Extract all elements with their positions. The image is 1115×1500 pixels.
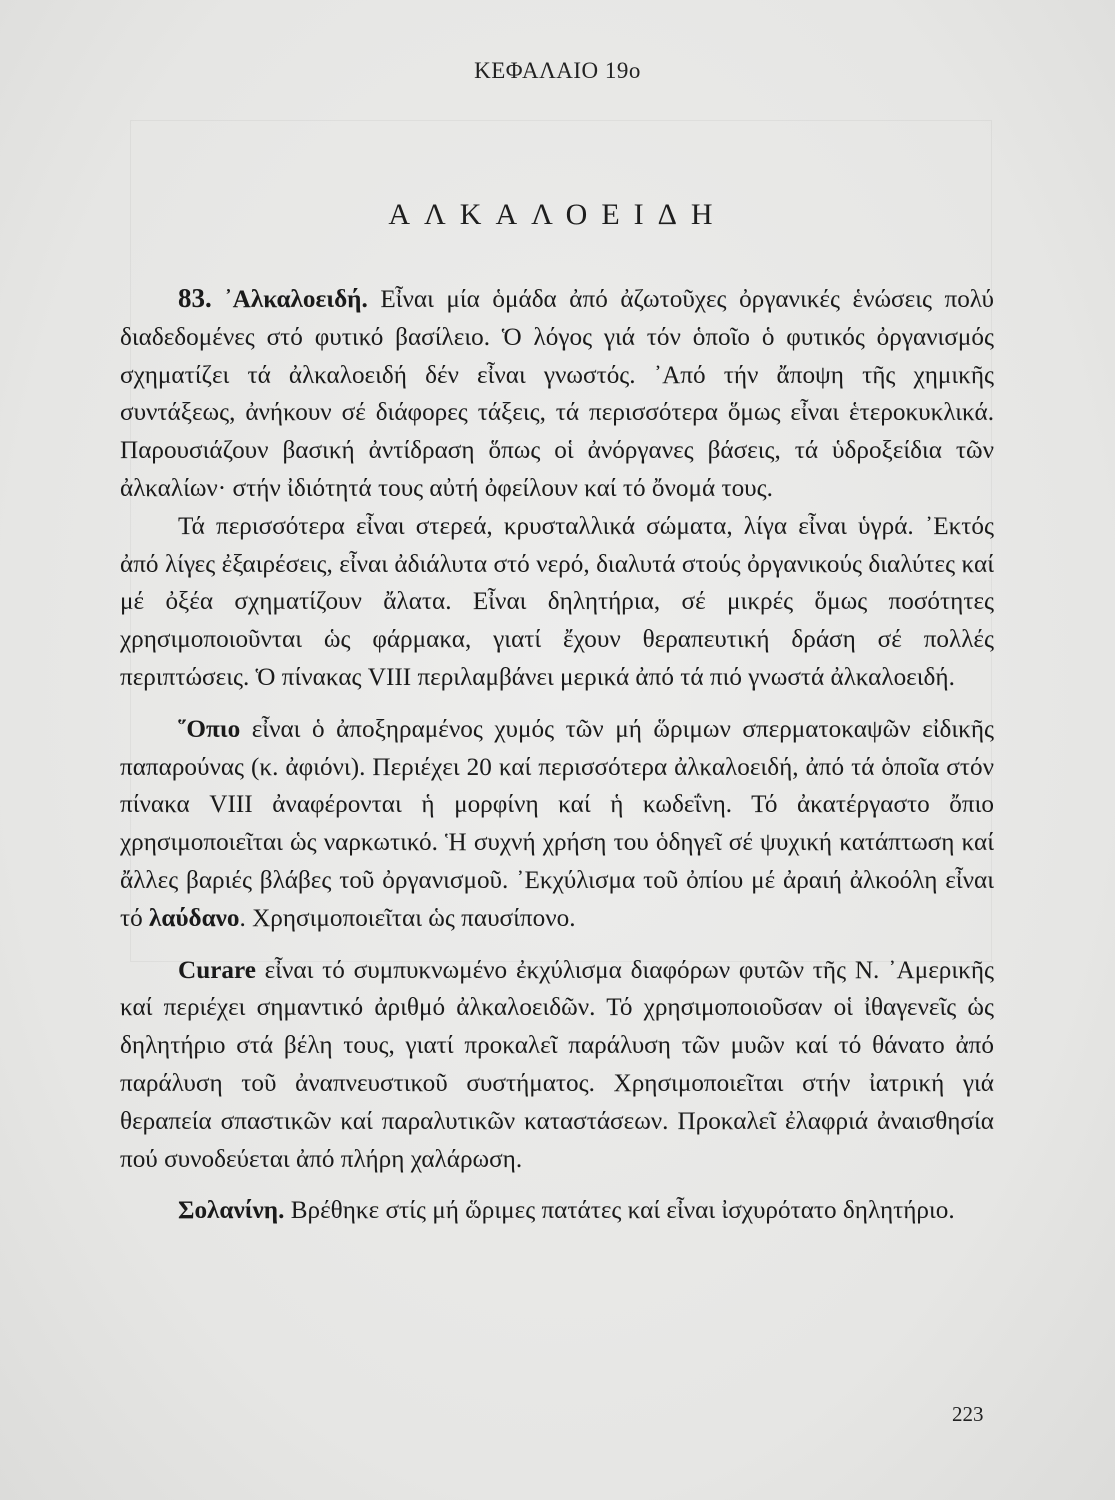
chapter-header: ΚΕΦΑΛΑΙΟ 19ο [474,58,641,83]
term-curare: Curare [178,956,256,984]
section-heading: ᾿Αλκαλοειδή. [224,286,368,313]
section-number: 83. [178,283,212,313]
paragraph-alkaloids-intro [120,280,994,508]
term-opium: ῞Οπιο [178,715,241,743]
paragraph-text: Βρέθηκε στίς μή ὥριμες πατάτες καί εἶναι ἰσχυρότατο δηλητήριο. [284,1197,955,1225]
paragraph-solanine [120,1192,994,1230]
paragraph-text: Τά περισσότερα εἶναι στερεά, κρυσταλλικά σώματα, λίγα εἶναι ὑγρά. ᾿Εκτός ἀπό λίγες ἐξαιρέσεις, εἶναι ἀδιάλυτα στό νερό, διαλυτά στούς ὀργανικούς διαλύτες καί μέ ὀξέα σχηματίζουν ἄλατα. Εἶναι δηλητήρια, σέ μικρές ὅμως ποσότητες χρησιμοποιοῦνται ὡς φάρμακα, γιατί ἔχουν θεραπευτική δράση σέ πολλές περιπτώσεις. Ὁ πίνακας VIII περιλαμβάνει μερικά ἀπό τά πιό γνωστά ἀλκαλοειδή. [120,512,994,691]
paragraph-alkaloids-properties [120,508,994,697]
paragraph-opium [120,711,994,938]
term-laudanum: λαύδανο [149,904,240,932]
paragraph-text: εἶναι ὁ ἀποξηραμένος χυμός τῶν μή ὥριμων σπερματοκαψῶν εἰδικῆς παπαρούνας (κ. ἀφιόνι). Περιέχει 20 καί περισσότερα ἀλκαλοειδή, ἀπό τά ὁποῖα στόν πίνακα VIII ἀναφέρονται ἡ μορφίνη καί ἡ κωδεΐνη. Τό ἀκατέργαστο ὄπιο χρησιμοποιεῖται ὡς ναρκωτικό. Ἡ συχνή χρήση του ὁδηγεῖ σέ ψυχική κατάπτωση καί ἄλλες βαριές βλάβες τοῦ ὀργανισμοῦ. ᾿Εκχύλισμα τοῦ ὀπίου μέ ἀραιή ἀλκοόλη εἶναι τό [120,715,994,932]
section-title: ΑΛΚΑΛΟΕΙΔΗ [388,198,727,231]
term-solanine: Σολανίνη. [178,1197,285,1225]
body-text [120,280,994,1230]
paragraph-curare [120,952,994,1179]
page-number: 223 [952,1402,984,1426]
paragraph-text: εἶναι τό συμπυκνωμένο ἐκχύλισμα διαφόρων φυτῶν τῆς Ν. ᾿Αμερικῆς καί περιέχει σημαντικό ἀριθμό ἀλκαλοειδῶν. Τό χρησιμοποιοῦσαν οἱ ἰθαγενεῖς ὡς δηλητήριο στά βέλη τους, γιατί προκαλεῖ παράλυση τῶν μυῶν καί τό θάνατο ἀπό παράλυση τοῦ ἀναπνευστικοῦ συστήματος. Χρησιμοποιεῖται στήν ἰατρική γιά θεραπεία σπαστικῶν καί παραλυτικῶν καταστάσεων. Προκαλεῖ ἐλαφριά ἀναισθησία πού συνοδεύεται ἀπό πλήρη χαλάρωση. [120,956,994,1173]
paragraph-text: . Χρησιμοποιεῖται ὡς παυσίπονο. [239,904,576,932]
paragraph-text: Εἶναι μία ὁμάδα ἀπό ἀζωτοῦχες ὀργανικές ἑνώσεις πολύ διαδεδομένες στό φυτικό βασίλειο. Ὁ λόγος γιά τόν ὁποῖο ὁ φυτικός ὀργανισμός σχηματίζει τά ἀλκαλοειδή δέν εἶναι γνωστός. ᾿Από τήν ἄποψη τῆς χημικῆς συντάξεως, ἀνήκουν σέ διάφορες τάξεις, τά περισσότερα ὅμως εἶναι ἑτεροκυκλικά. Παρουσιάζουν βασική ἀντίδραση ὅπως οἱ ἀνόργανες βάσεις, τά ὑδροξείδια τῶν ἀλκαλίων· στήν ἰδιότητά τους αὐτή ὀφείλουν καί τό ὄνομά τους. [120,286,995,502]
